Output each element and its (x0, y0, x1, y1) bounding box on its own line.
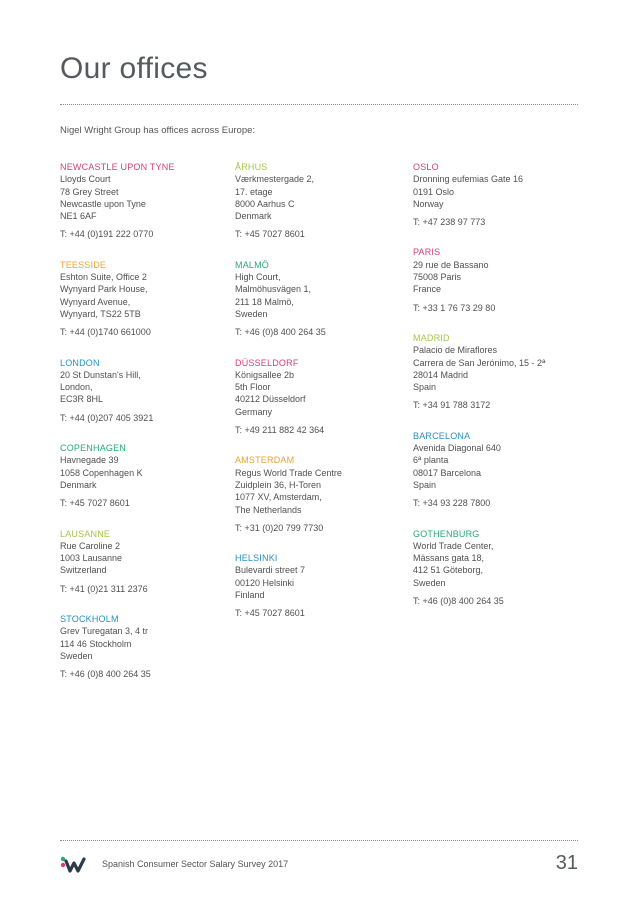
nigel-wright-logo-icon (60, 856, 88, 874)
office-address-line: Lloyds Court (60, 174, 111, 185)
office-address-line: Palacio de Miraflores (413, 345, 498, 356)
office-address-line: Finland (235, 590, 265, 601)
office-city: BARCELONA (413, 430, 471, 441)
office-phone: T: +41 (0)21 311 2376 (60, 583, 148, 594)
office-address-line: Wynyard Park House, (60, 284, 148, 295)
office-city: ÅRHUS (235, 162, 268, 172)
office-address-line: Sweden (413, 577, 446, 588)
page-number: 31 (555, 852, 578, 874)
office-city: NEWCASTLE UPON TYNE (60, 162, 175, 172)
office-city: COPENHAGEN (60, 443, 127, 454)
office-address-line: NE1 6AF (60, 211, 97, 222)
office-address-line: Norway (413, 198, 444, 209)
office-address-line: 1077 XV, Amsterdam, (235, 492, 322, 503)
office-block (413, 430, 588, 510)
office-city: OSLO (413, 162, 439, 172)
office-phone: T: +34 91 788 3172 (413, 400, 491, 411)
office-phone: T: +33 1 76 73 29 80 (413, 302, 496, 313)
office-address-line: Wynyard Avenue, (60, 296, 131, 307)
office-phone: T: +31 (0)20 799 7730 (235, 522, 324, 533)
office-phone: T: +45 7027 8601 (60, 498, 130, 509)
office-phone: T: +44 (0)191 222 0770 (60, 229, 154, 240)
office-column-3 (413, 161, 588, 625)
office-block (413, 246, 588, 313)
office-address-line: 0191 Oslo (413, 186, 455, 197)
office-city: MADRID (413, 332, 450, 343)
office-address-line: World Trade Center, (413, 540, 494, 551)
office-city: LAUSANNE (60, 528, 111, 539)
office-address-line: Denmark (235, 211, 272, 222)
office-phone: T: +34 93 228 7800 (413, 498, 491, 509)
office-phone: T: +49 211 882 42 364 (235, 425, 325, 436)
office-address-line: Spain (413, 479, 437, 490)
office-address-line: 00120 Helsinki (235, 577, 295, 588)
office-address-line: Sweden (60, 650, 93, 661)
office-block (235, 259, 410, 339)
office-block (413, 332, 588, 412)
office-block (60, 259, 235, 339)
office-phone: T: +46 (0)8 400 264 35 (60, 669, 151, 680)
office-city: GOTHENBURG (413, 528, 480, 539)
office-block (413, 528, 588, 608)
office-address-line: Grev Turegatan 3, 4 tr (60, 626, 149, 637)
office-phone: T: +44 (0)1740 661000 (60, 327, 151, 338)
office-block (60, 528, 235, 595)
office-address-line: London, (60, 382, 93, 393)
office-block (235, 454, 410, 534)
office-city: TEESSIDE (60, 259, 107, 270)
office-address-line: 20 St Dunstan's Hill, (60, 369, 141, 380)
office-block (60, 613, 235, 680)
office-address-line: Regus World Trade Centre (235, 467, 342, 478)
office-address-line: 1058 Copenhagen K (60, 467, 143, 478)
intro-text: Nigel Wright Group has offices across Europe: (60, 125, 256, 136)
office-city: PARIS (413, 247, 441, 258)
office-block (235, 552, 410, 619)
office-column-2 (235, 161, 410, 638)
office-address-line: Zuidplein 36, H-Toren (235, 479, 322, 490)
office-address-line: Wynyard, TS22 5TB (60, 308, 141, 319)
office-address-line: Eshton Suite, Office 2 (60, 272, 147, 283)
office-address-line: Sweden (235, 308, 268, 319)
office-address-line: Switzerland (60, 565, 107, 576)
office-address-line: 1003 Lausanne (60, 553, 123, 564)
office-address-line: The Netherlands (235, 504, 302, 515)
office-block (235, 161, 410, 241)
office-address-line: Newcastle upon Tyne (60, 198, 146, 209)
office-city: MALMÖ (235, 259, 270, 270)
office-address-line: 78 Grey Street (60, 186, 119, 197)
office-address-line: 211 18 Malmö, (235, 296, 294, 307)
office-address-line: Königsallee 2b (235, 369, 295, 380)
office-address-line: 6ª planta (413, 455, 449, 466)
office-block (60, 442, 235, 509)
office-phone: T: +45 7027 8601 (235, 229, 305, 240)
office-address-line: 28014 Madrid (413, 369, 469, 380)
office-city: AMSTERDAM (235, 455, 295, 466)
office-address-line: Havnegade 39 (60, 455, 119, 466)
office-address-line: Carrera de San Jerónimo, 15 - 2ª (413, 357, 546, 368)
office-city: LONDON (60, 357, 100, 368)
office-address-line: 8000 Aarhus C (235, 198, 295, 209)
office-city: STOCKHOLM (60, 614, 119, 625)
footer-divider (60, 840, 578, 841)
office-address-line: 08017 Barcelona (413, 467, 482, 478)
office-phone: T: +45 7027 8601 (235, 608, 305, 619)
office-address-line: Avenida Diagonal 640 (413, 443, 501, 454)
office-address-line: Værkmestergade 2, (235, 174, 315, 185)
title-divider (60, 104, 578, 105)
office-city: DÜSSELDORF (235, 357, 299, 368)
office-address-line: Dronning eufemias Gate 16 (413, 174, 524, 185)
office-address-line: 40212 Düsseldorf (235, 394, 306, 405)
office-address-line: Mässans gata 18, (413, 553, 485, 564)
office-column-1 (60, 161, 235, 699)
office-address-line: 412 51 Göteborg, (413, 565, 484, 576)
office-block (60, 357, 235, 424)
office-address-line: EC3R 8HL (60, 394, 104, 405)
office-address-line: Rue Caroline 2 (60, 540, 121, 551)
office-address-line: Malmöhusvägen 1, (235, 284, 312, 295)
office-address-line: 75008 Paris (413, 272, 462, 283)
footer-publication: Spanish Consumer Sector Salary Survey 2017 (102, 859, 289, 869)
office-address-line: 5th Floor (235, 382, 271, 393)
office-address-line: 29 rue de Bassano (413, 259, 489, 270)
office-block (413, 161, 588, 228)
office-address-line: Bulevardi street 7 (235, 565, 306, 576)
office-address-line: High Court, (235, 272, 281, 283)
office-city: HELSINKI (235, 553, 278, 564)
office-block (60, 161, 235, 241)
office-address-line: 17. etage (235, 186, 273, 197)
office-phone: T: +46 (0)8 400 264 35 (235, 327, 326, 338)
office-phone: T: +46 (0)8 400 264 35 (413, 596, 504, 607)
office-address-line: Germany (235, 406, 273, 417)
page-title: Our offices (60, 52, 208, 85)
office-address-line: 114 46 Stockholm (60, 638, 132, 649)
office-block (235, 357, 410, 437)
office-phone: T: +47 238 97 773 (413, 217, 486, 228)
office-address-line: Spain (413, 382, 437, 393)
office-address-line: Denmark (60, 479, 97, 490)
office-phone: T: +44 (0)207 405 3921 (60, 412, 154, 423)
office-address-line: France (413, 284, 442, 295)
